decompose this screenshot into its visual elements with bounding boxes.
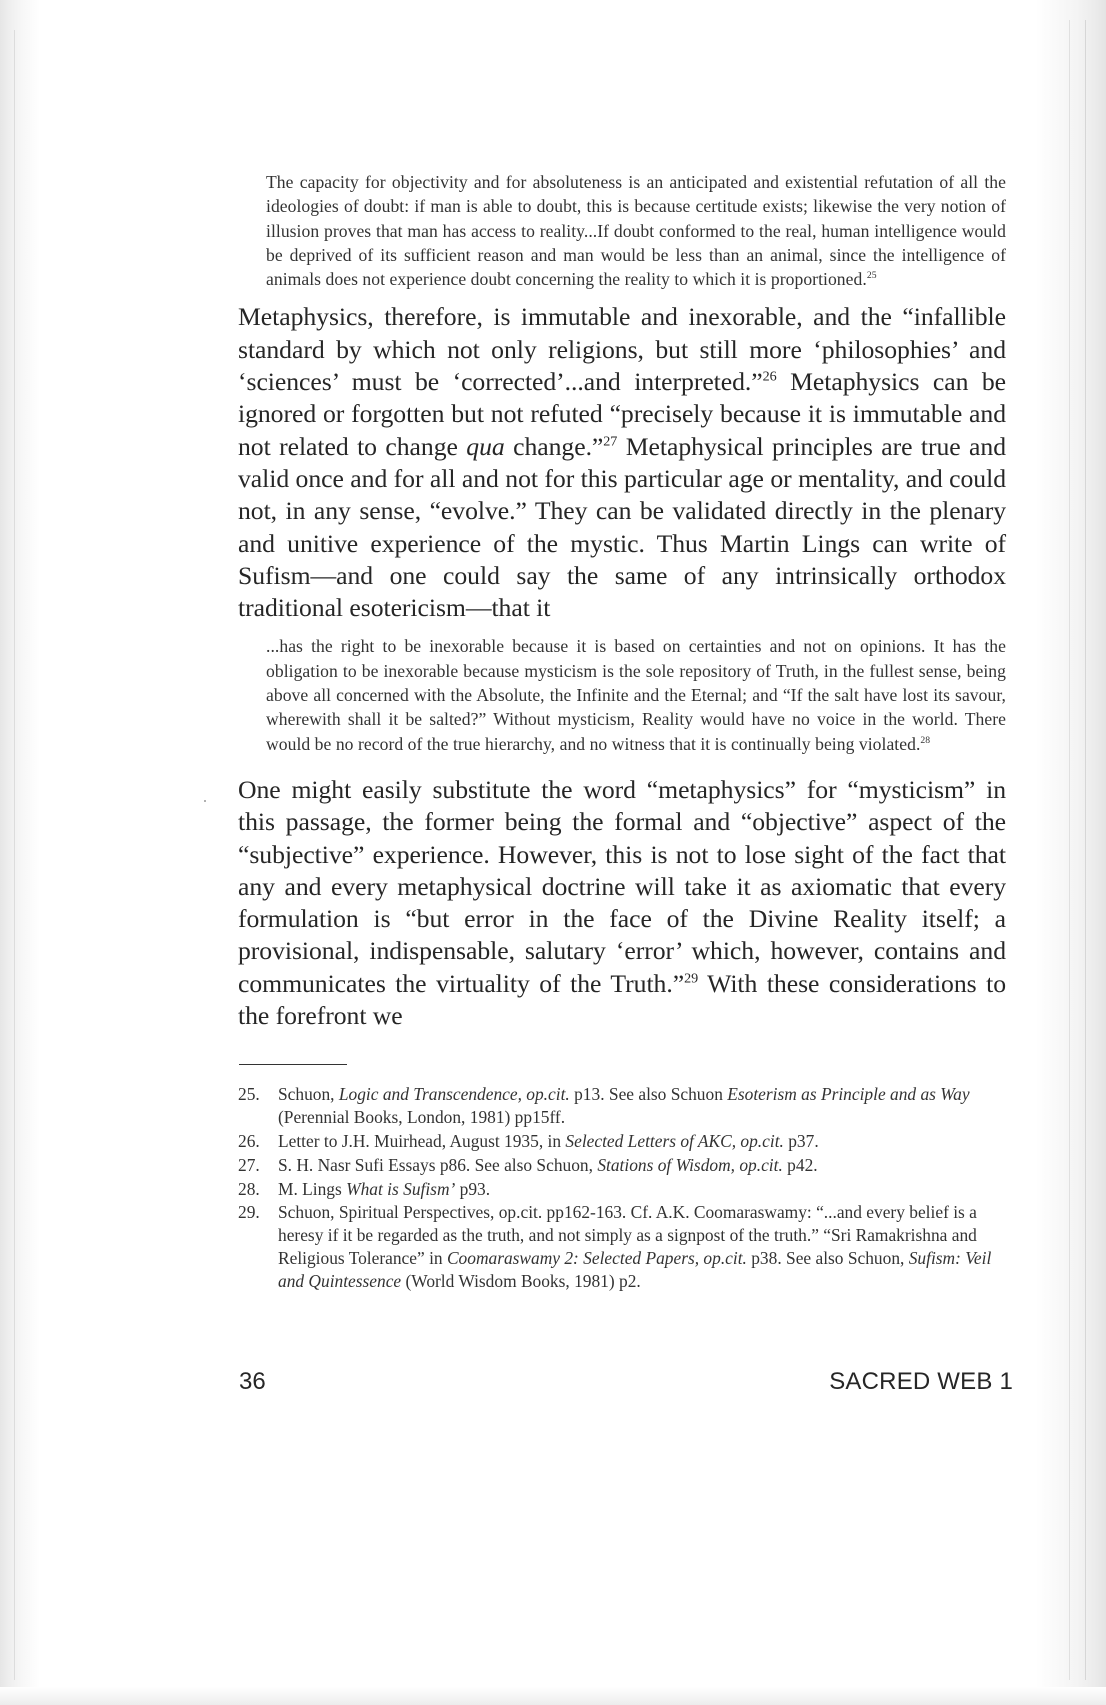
footnote-title: Selected Letters of AKC, op.cit. — [565, 1130, 784, 1151]
footnote-number: 27. — [238, 1154, 260, 1175]
footnote-title: Esoterism as Principle and as Way — [727, 1084, 970, 1105]
footnote-29 — [238, 1201, 1006, 1292]
footnote-number: 26. — [238, 1130, 260, 1151]
footnote-text: p93. — [455, 1178, 491, 1199]
body-paragraph-1 — [238, 301, 1006, 624]
footnote-number: 25. — [238, 1084, 260, 1105]
body-1-italic-qua: qua — [466, 431, 505, 461]
scan-edge-bottom — [0, 1687, 1106, 1705]
footnote-text: Letter to J.H. Muirhead, August 1935, in — [278, 1130, 566, 1151]
footnote-text: p42. — [782, 1154, 818, 1175]
footnote-title: Sufism: Veil and Quintessence — [278, 1247, 992, 1291]
body-1-text-a: Metaphysics, therefore, is immutable and inexorable, and the “infallible standard by which not only religions, but still more ‘philosophies’ and ‘sciences’ must be ‘corrected’...and interpreted.” — [238, 302, 1006, 397]
body-2-text-a: One might easily substitute the word “metaphysics” for “mysticism” in this passage, the former being the formal and “objective” aspect of the “subjective” experience. However, this is not to lose sight of the fact that any and every metaphysical doctrine will take it as axiomatic that every formulation is “but error in the face of the Divine Reality itself; a provisional, indispensable, salutary ‘error’ which, however, contains and communicates the virtuality of the Truth.” — [238, 774, 1006, 998]
footnote-text: (Perennial Books, London, 1981) pp15ff. — [278, 1107, 566, 1128]
footnote-text: (World Wisdom Books, 1981) p2. — [401, 1270, 641, 1291]
page-footer — [238, 1368, 1013, 1402]
running-title: SACRED WEB 1 — [829, 1368, 1013, 1395]
body-2-text-b: With these considerations to the forefront we — [238, 968, 1006, 1031]
footnote-ref-28: 28 — [920, 734, 931, 746]
footnote-number: 29. — [238, 1202, 260, 1223]
footnote-ref-29: 29 — [684, 970, 699, 987]
footnote-title: What is Sufism’ — [346, 1178, 456, 1199]
block-quote-1-text: The capacity for objectivity and for absoluteness is an anticipated and existential refutation of all the ideologies of doubt: if man is able to doubt, this is because certitude exists; likewise the very notion of illusion proves that man has access to reality...If doubt conformed to the real, human intelligence would be deprived of its sufficient reason and man would be less than an animal, since the intelligence of animals does not experience doubt concerning the reality to which it is proportioned. — [266, 172, 1006, 290]
footnote-text: p13. See also Schuon — [569, 1084, 728, 1105]
footnote-title: Coomaraswamy 2: Selected Papers, op.cit. — [446, 1247, 747, 1268]
scan-speck — [204, 800, 206, 802]
footnote-25 — [238, 1083, 1006, 1129]
footnote-divider — [239, 1064, 347, 1065]
block-quote-2-text: ...has the right to be inexorable because it is based on certainties and not on opinions. It has the obligation to be inexorable because mysticism is the sole repository of Truth, in the fullest sense, being above all concerned with the Absolute, the Infinite and the Eternal; and “If the salt have lost its savour, wherewith shall it be salted?” Without mysticism, Reality would have no voice in the world. There would be no record of the true hierarchy, and no witness that it is continually being violated. — [266, 636, 1006, 754]
footnote-ref-25: 25 — [866, 270, 877, 282]
footnote-text: Schuon, Spiritual Perspectives, op.cit. pp162-163. Cf. A.K. Coomaraswamy: “...and every belief is a heresy if it be regarded as the truth, and not simply as a signpost of the truth.” “Sri Ramakrishna and Religious Tolerance” in — [278, 1202, 977, 1268]
body-1-text-c: change.” — [504, 431, 604, 461]
footnote-text: S. H. Nasr Sufi Essays p86. See also Schuon, — [278, 1154, 598, 1175]
footnote-27 — [238, 1154, 1006, 1177]
footnote-ref-26: 26 — [762, 368, 777, 385]
footnote-title: Logic and Transcendence, op.cit. — [338, 1084, 570, 1105]
footnote-text: M. Lings — [278, 1178, 347, 1199]
body-1-text-d: Metaphysical principles are true and valid once and for all and not for this particular age or mentality, and could not, in any sense, “evolve.” They can be validated directly in the plenary and unitive experience of the mystic. Thus Martin Lings can write of Sufism—and one could say the same of any intrinsically orthodox traditional esotericism—that it — [238, 431, 1007, 623]
block-quote-1 — [266, 170, 1006, 291]
footnote-title: Stations of Wisdom, op.cit. — [597, 1154, 783, 1175]
footnote-text: p38. See also Schuon, — [746, 1247, 909, 1268]
body-paragraph-2 — [238, 774, 1006, 1032]
footnote-ref-27: 27 — [603, 433, 618, 450]
body-1-text-b: Metaphysics can be ignored or forgotten but not refuted “precisely because it is immutable and not related to change — [238, 367, 1006, 461]
footnote-text: Schuon, — [278, 1084, 339, 1105]
footnote-text: p37. — [783, 1130, 819, 1151]
footnote-28 — [238, 1178, 1006, 1201]
page-text-block — [238, 170, 1006, 1293]
footnote-26 — [238, 1130, 1006, 1153]
block-quote-2 — [266, 634, 1006, 755]
page-number: 36 — [239, 1368, 266, 1395]
scan-edge-left — [0, 0, 40, 1705]
scan-edge-right — [1036, 0, 1106, 1705]
footnotes-list — [238, 1083, 1006, 1292]
footnote-number: 28. — [238, 1178, 260, 1199]
